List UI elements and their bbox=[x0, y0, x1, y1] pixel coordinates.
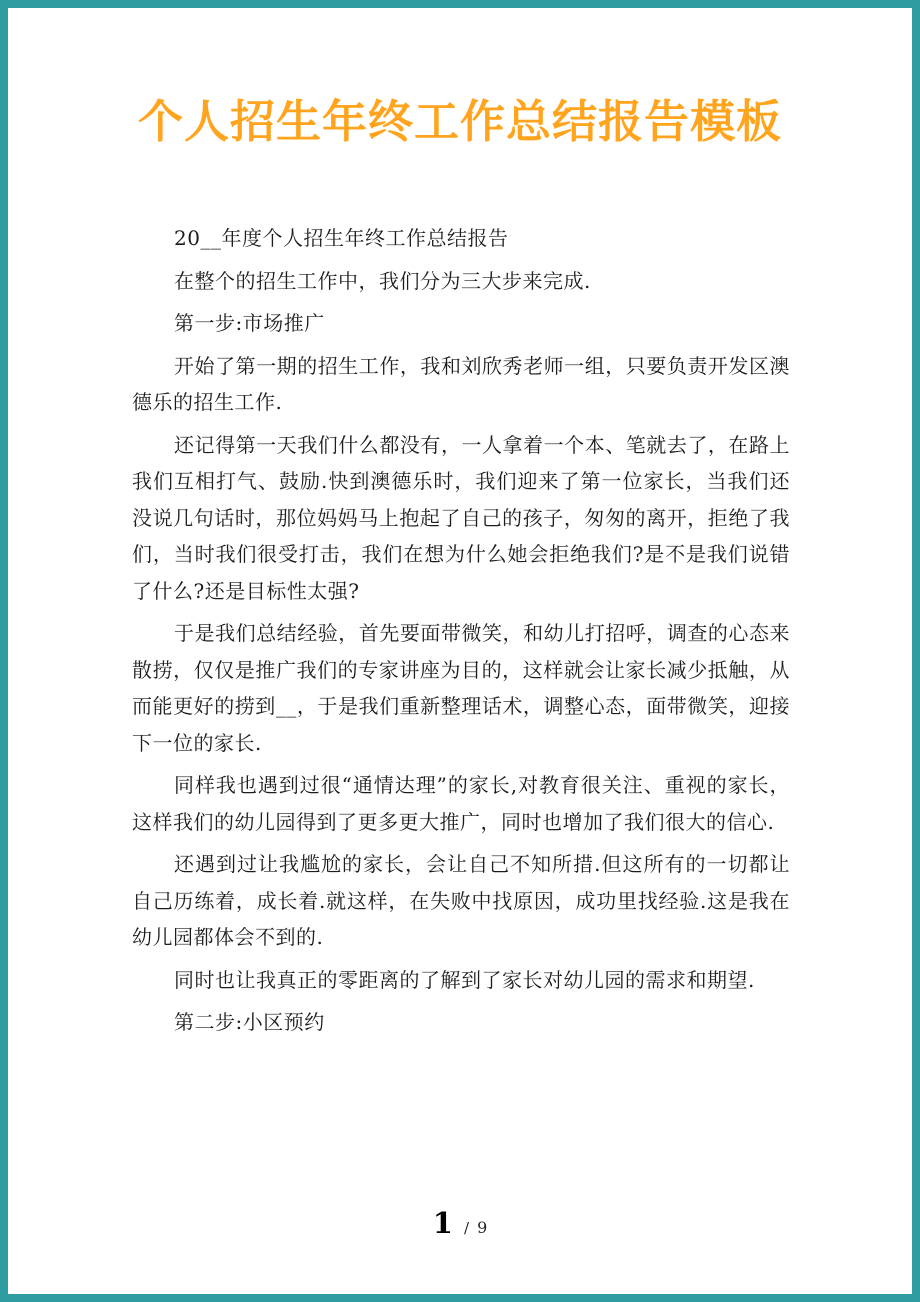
page-number-separator: / bbox=[463, 1219, 470, 1237]
current-page-number: 1 bbox=[432, 1206, 453, 1240]
page-footer bbox=[0, 1206, 920, 1240]
paragraph: 还遇到过让我尴尬的家长，会让自己不知所措.但这所有的一切都让自己历练着，成长着.就这样，在失败中找原因，成功里找经验.这是我在幼儿园都体会不到的. bbox=[132, 852, 790, 949]
paragraph: 在整个的招生工作中，我们分为三大步来完成. bbox=[174, 268, 591, 293]
paragraph: 20__年度个人招生年终工作总结报告 bbox=[174, 226, 509, 250]
paragraph: 于是我们总结经验，首先要面带微笑，和幼儿打招呼，调查的心态来散捞，仅仅是推广我们的专家讲座为目的，这样就会让家长减少抵触，从而能更好的捞到__，于是我们重新整理话术，调整心态，面带微笑，迎接下一位的家长. bbox=[132, 621, 790, 755]
document-body bbox=[0, 220, 920, 1041]
page-title: 个人招生年终工作总结报告模板 bbox=[137, 95, 782, 148]
paragraph: 第二步:小区预约 bbox=[174, 1010, 325, 1034]
total-page-count: 9 bbox=[477, 1218, 488, 1237]
paragraph: 第一步:市场推广 bbox=[174, 311, 325, 335]
paragraph: 同样我也遇到过很“通情达理”的家长,对教育很关注、重视的家长，这样我们的幼儿园得到了更多更大推广，同时也增加了我们很大的信心. bbox=[132, 773, 790, 834]
paragraph: 同时也让我真正的零距离的了解到了家长对幼儿园的需求和期望. bbox=[174, 967, 755, 992]
paragraph: 还记得第一天我们什么都没有，一人拿着一个本、笔就去了，在路上我们互相打气、鼓励.快到澳德乐时，我们迎来了第一位家长，当我们还没说几句话时，那位妈妈马上抱起了自己的孩子，匆匆的离开，拒绝了我们，当时我们很受打击，我们在想为什么她会拒绝我们?是不是我们说错了什么?还是目标性太强? bbox=[132, 432, 790, 603]
paragraph: 开始了第一期的招生工作，我和刘欣秀老师一组，只要负责开发区澳德乐的招生工作. bbox=[132, 353, 790, 414]
